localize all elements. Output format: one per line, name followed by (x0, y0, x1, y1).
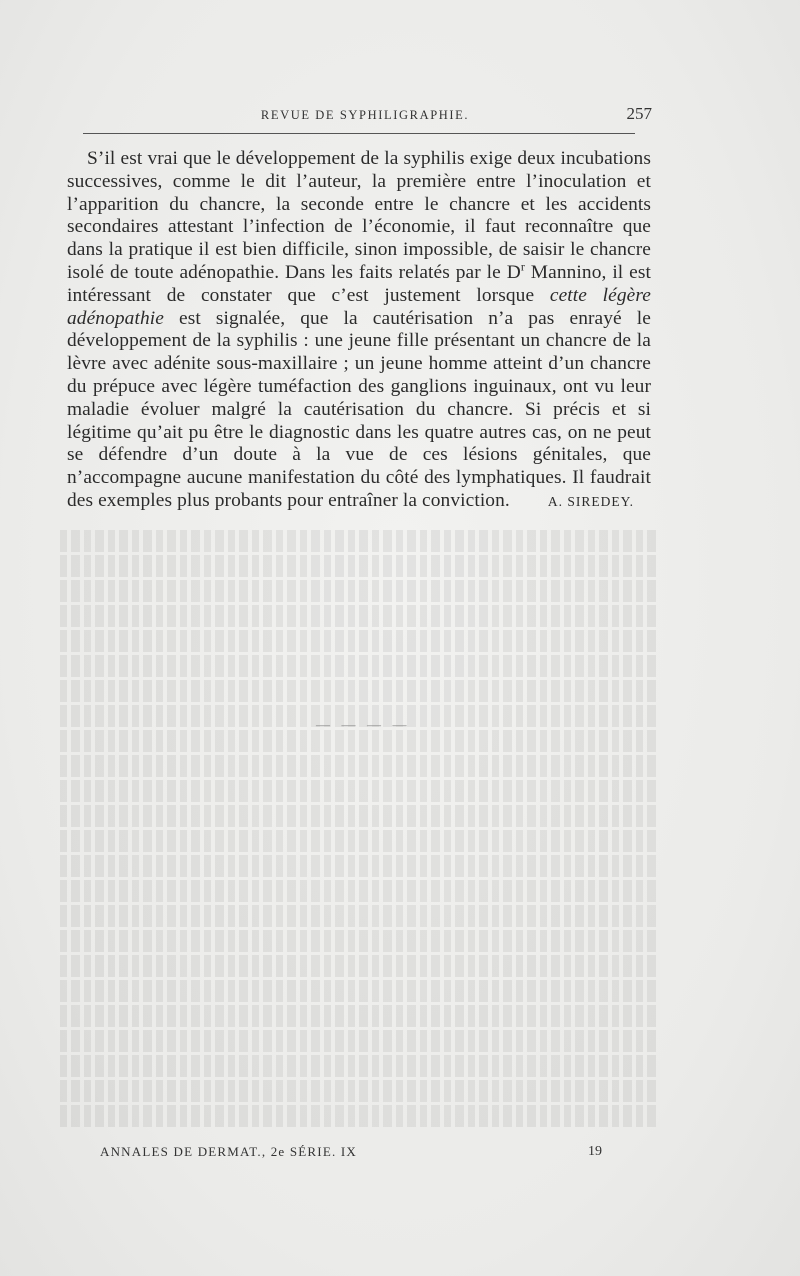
section-separator: — — — — (316, 718, 411, 733)
article-paragraph (67, 148, 651, 514)
header-rule (83, 133, 635, 134)
footer-signature-mark: ANNALES DE DERMAT., 2e SÉRIE. IX (100, 1144, 357, 1159)
text-run: est signalée, que la cautérisation n’a pas enrayé le développement de la syphilis : une jeune fille présentant un chancre de la lèvre avec adénite sous-maxillaire ; un jeune homme atteint d’un chancre du prépuce avec légère tuméfaction des ganglions inguinaux, ont vu leur maladie évoluer malgré la cautérisation du chancre. Si précis et si légitime qu’ait pu être le diagnostic dans les quatre autres cas, on ne peut se défendre d’un doute à la vue de ces lésions génitales, que n’accompagne aucune manifestation du côté des lymphatiques. Il faudrait des exemples plus probants pour entraîner la conviction. (67, 307, 651, 511)
author-signature: A. SIREDEY. (547, 493, 634, 509)
bleed-through-texture (60, 530, 660, 1150)
superscript: r (520, 259, 525, 274)
text-run: Mannino, il est intéressant de constater que c’est justement lorsque (67, 261, 651, 306)
text-run: S’il est vrai que le développement de la syphilis exige deux incubations successives, comme le dit l’auteur, la première entre l’inoculation et l’apparition du chancre, la seconde entre le chancre et les accidents secondaires attestant l’infection de l’économie, il faut reconnaître que dans la pratique il est bien difficile, sinon impossible, de saisir le chancre isolé de toute adénopathie. Dans les faits relatés par le D (67, 148, 651, 283)
paragraph (67, 148, 651, 514)
italic-phrase: cette légère adénopathie (67, 284, 651, 329)
page-number: 257 (626, 104, 652, 123)
running-header: REVUE DE SYPHILIGRAPHIE. (260, 108, 470, 122)
footer-sheet-number: 19 (588, 1144, 602, 1159)
